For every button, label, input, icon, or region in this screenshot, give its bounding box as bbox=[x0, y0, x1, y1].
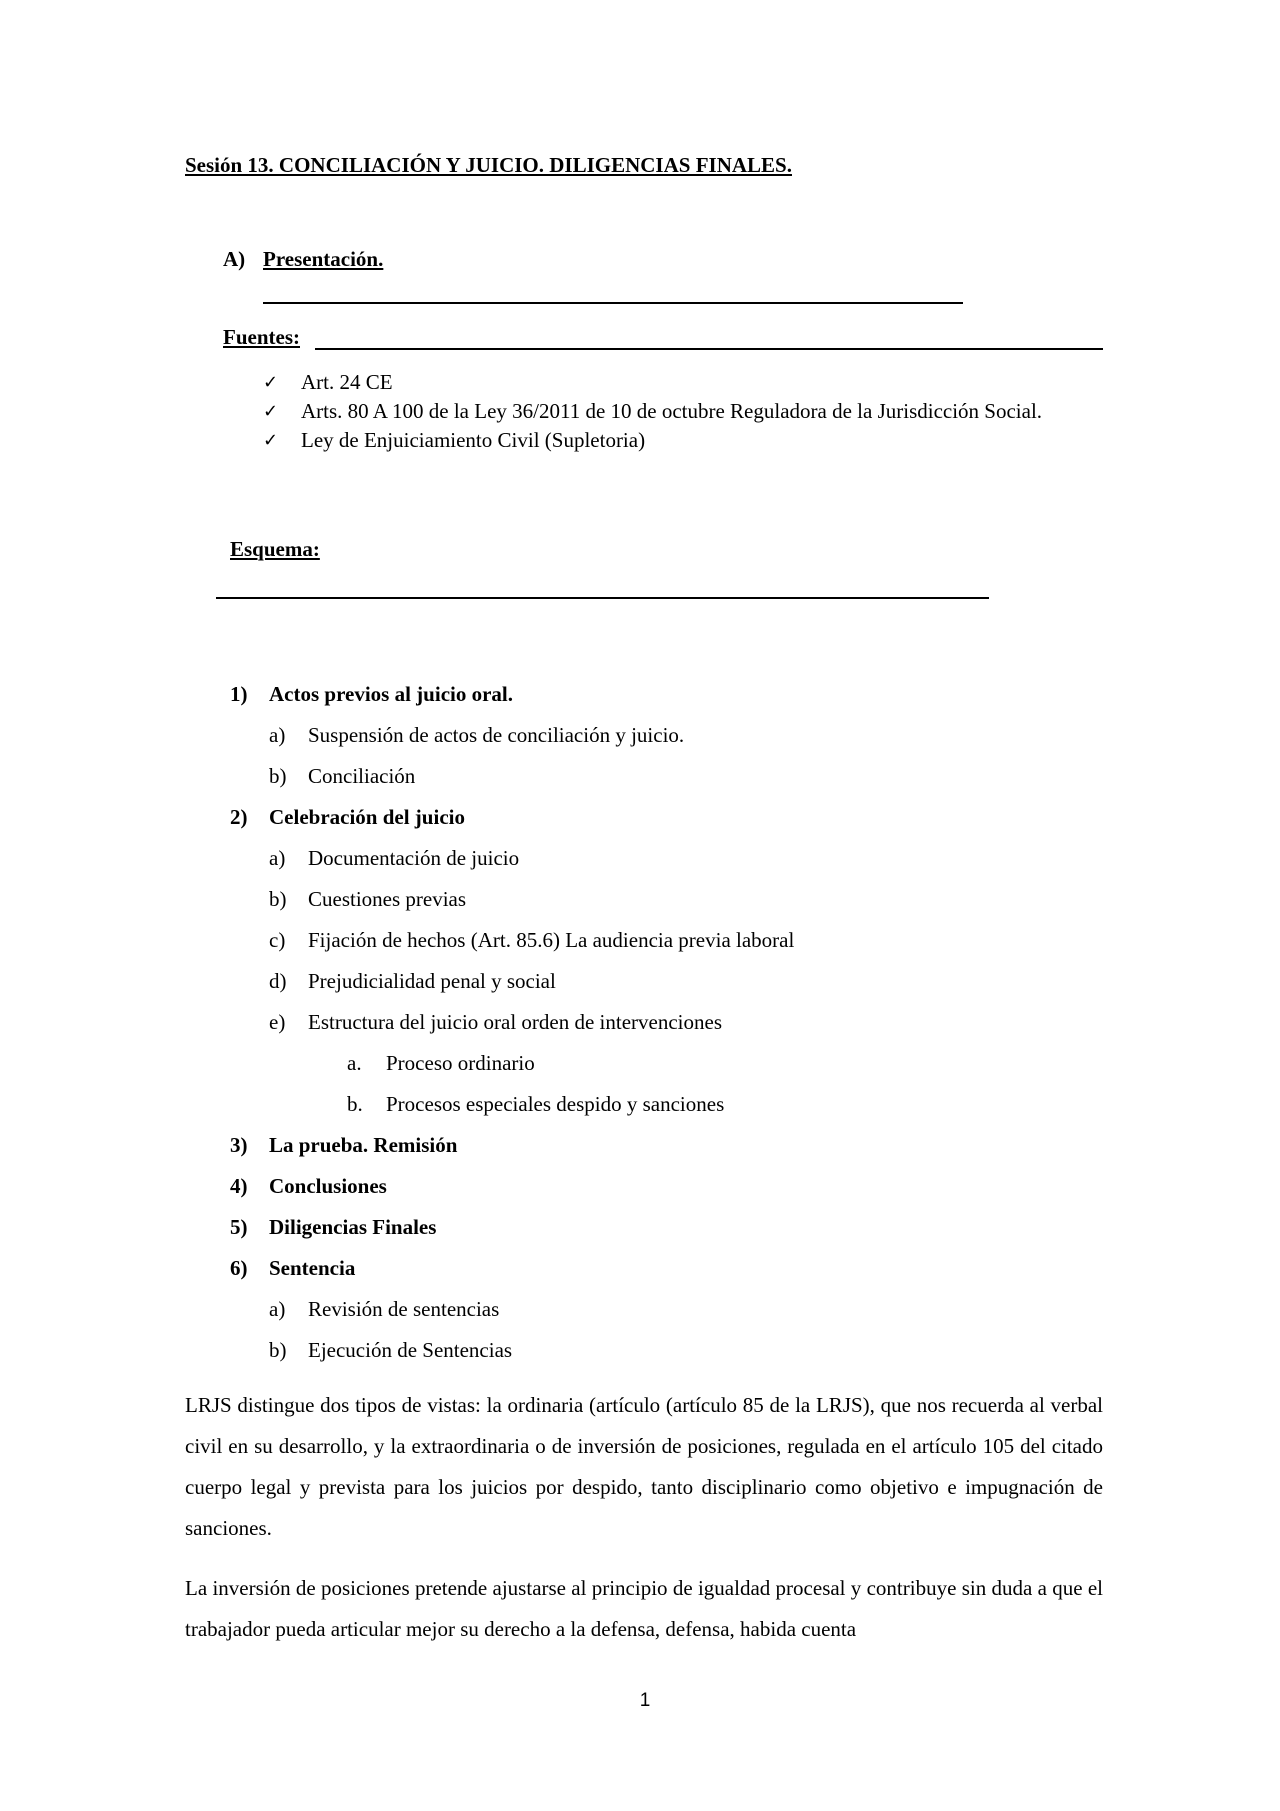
section-a-label: A) bbox=[223, 247, 246, 271]
page-title: Sesión 13. CONCILIACIÓN Y JUICIO. DILIGENCIAS FINALES. bbox=[185, 153, 792, 177]
esquema-underline bbox=[216, 597, 989, 599]
check-icon: ✓ bbox=[263, 430, 279, 451]
check-icon: ✓ bbox=[263, 372, 279, 393]
outline-subsubitem: b. Procesos especiales despido y sanciones bbox=[347, 1092, 725, 1116]
page-number: 1 bbox=[639, 1690, 651, 1711]
outline-subitem: c) Fijación de hechos (Art. 85.6) La audiencia previa laboral bbox=[269, 928, 795, 952]
section-a-heading bbox=[223, 247, 383, 272]
outline-subitem: b) Cuestiones previas bbox=[269, 887, 467, 911]
outline-subitem: a) Suspensión de actos de conciliación y juicio. bbox=[269, 723, 685, 747]
fuentes-item: ✓ Art. 24 CE bbox=[263, 368, 1103, 397]
outline-subitem: e) Estructura del juicio oral orden de intervenciones bbox=[269, 1010, 723, 1034]
fuentes-item: ✓ Ley de Enjuiciamiento Civil (Supletoria) bbox=[263, 426, 1103, 455]
outline-subitem: b) Ejecución de Sentencias bbox=[269, 1338, 513, 1362]
esquema-label: Esquema: bbox=[230, 537, 320, 561]
fuentes-label: Fuentes: bbox=[223, 325, 300, 349]
outline-list bbox=[230, 674, 794, 1371]
section-a-underline bbox=[263, 302, 963, 304]
outline-item: 3) La prueba. Remisión bbox=[230, 1133, 458, 1157]
outline-subitem: b) Conciliación bbox=[269, 764, 416, 788]
outline-subitem: d) Prejudicialidad penal y social bbox=[269, 969, 556, 993]
outline-item: 6) Sentencia bbox=[230, 1256, 356, 1280]
fuentes-list bbox=[263, 368, 1103, 455]
body-paragraph: LRJS distingue dos tipos de vistas: la ordinaria (artículo (artículo 85 de la LRJS), que nos recuerda al verbal civil en su desarrollo, y la extraordinaria o de inversión de posiciones, regulada en el artículo 105 del citado cuerpo legal y prevista para los juicios por despido, tanto disciplinario como objetivo e impugnación de sanciones. bbox=[185, 1393, 1103, 1540]
section-a-title: Presentación. bbox=[263, 247, 384, 271]
outline-item: 4) Conclusiones bbox=[230, 1174, 387, 1198]
fuentes-item: ✓ Arts. 80 A 100 de la Ley 36/2011 de 10 de octubre Reguladora de la Jurisdicción Social. bbox=[263, 397, 1103, 426]
check-icon: ✓ bbox=[263, 401, 279, 422]
outline-subitem: a) Documentación de juicio bbox=[269, 846, 520, 870]
outline-subitem: a) Revisión de sentencias bbox=[269, 1297, 500, 1321]
outline-item: 5) Diligencias Finales bbox=[230, 1215, 437, 1239]
outline-item: 1) Actos previos al juicio oral. bbox=[230, 682, 514, 706]
outline-subsubitem: a. Proceso ordinario bbox=[347, 1051, 535, 1075]
body-paragraph: La inversión de posiciones pretende ajustarse al principio de igualdad procesal y contribuye sin duda a que el trabajador pueda articular mejor su derecho a la defensa, defensa, habida cuenta bbox=[185, 1576, 1103, 1641]
fuentes-underline bbox=[315, 348, 1103, 350]
outline-item: 2) Celebración del juicio bbox=[230, 805, 465, 829]
